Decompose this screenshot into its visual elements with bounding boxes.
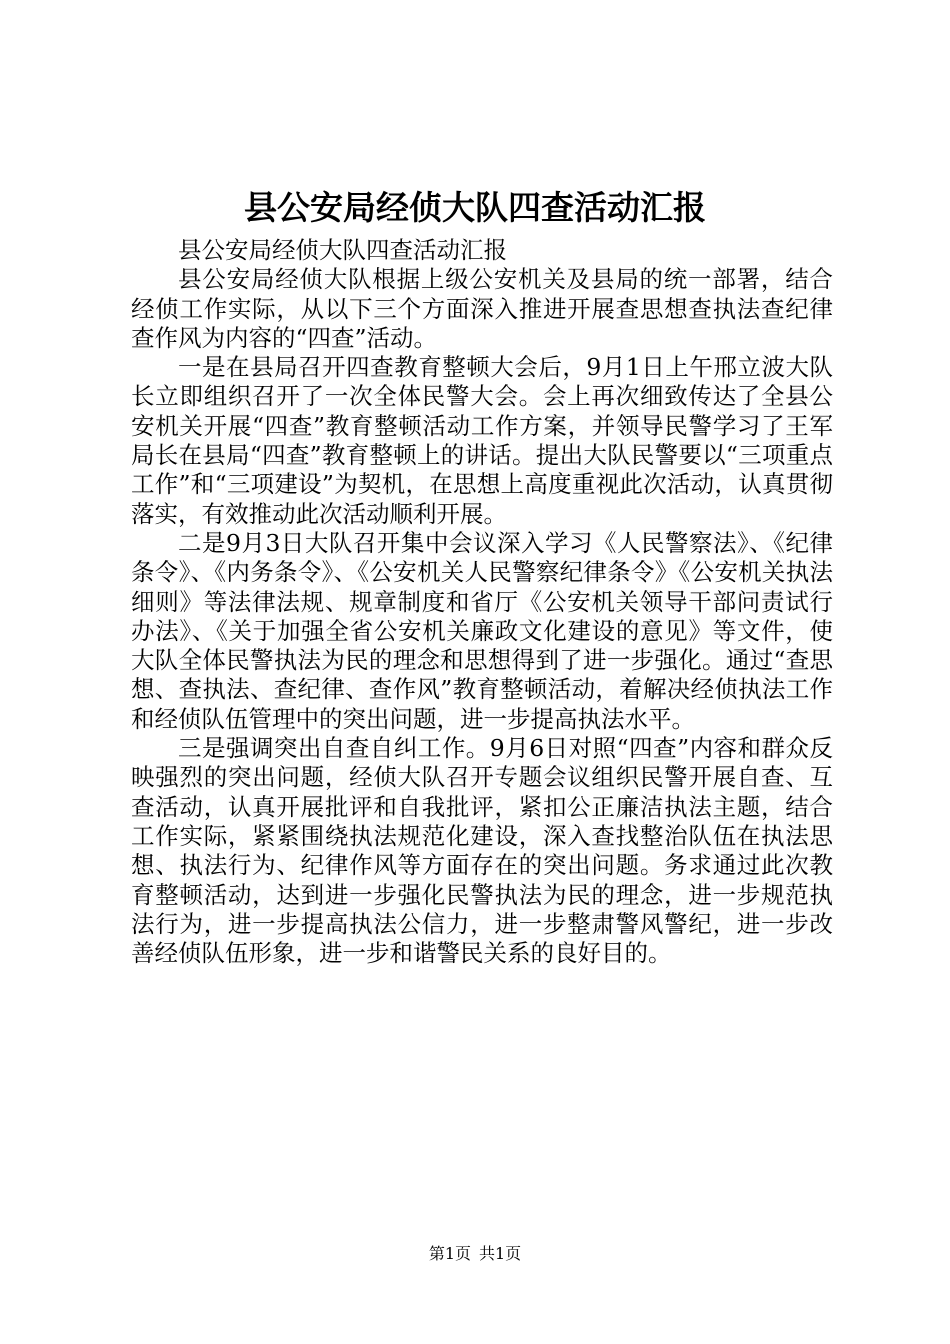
page-total: 共1页: [479, 1244, 522, 1263]
paragraph-first-point: 一是在县局召开四查教育整顿大会后，9月1日上午邢立波大队长立即组织召开了一次全体民警大会。会上再次细致传达了全县公安机关开展“四查”教育整顿活动工作方案，并领导民警学习了王军局长在县局“四查”教育整顿上的讲话。提出大队民警要以“三项重点工作”和“三项建设”为契机，在思想上高度重视此次活动，认真贯彻落实，有效推动此次活动顺利开展。: [131, 353, 833, 528]
document-title: 县公安局经侦大队四查活动汇报: [244, 188, 706, 227]
document-body: [131, 236, 833, 968]
paragraph-subtitle: 县公安局经侦大队四查活动汇报: [178, 236, 507, 264]
page-footer: [0, 1243, 950, 1265]
page-number: 第1页: [428, 1244, 471, 1263]
paragraph-third-point: 三是强调突出自查自纠工作。9月6日对照“四查”内容和群众反映强烈的突出问题，经侦大队召开专题会议组织民警开展自查、互查活动，认真开展批评和自我批评，紧扣公正廉洁执法主题，结合工作实际，紧紧围绕执法规范化建设，深入查找整治队伍在执法思想、执法行为、纪律作风等方面存在的突出问题。务求通过此次教育整顿活动，达到进一步强化民警执法为民的理念，进一步规范执法行为，进一步提高执法公信力，进一步整肃警风警纪，进一步改善经侦队伍形象，进一步和谐警民关系的良好目的。: [131, 734, 833, 968]
paragraph-second-point: 二是9月3日大队召开集中会议深入学习《人民警察法》、《纪律条令》、《内务条令》、《公安机关人民警察纪律条令》《公安机关执法细则》等法律法规、规章制度和省厅《公安机关领导干部问责试行办法》、《关于加强全省公安机关廉政文化建设的意见》等文件，使大队全体民警执法为民的理念和思想得到了进一步强化。通过“查思想、查执法、查纪律、查作风”教育整顿活动，着解决经侦执法工作和经侦队伍管理中的突出问题，进一步提高执法水平。: [131, 528, 833, 733]
paragraph-intro: 县公安局经侦大队根据上级公安机关及县局的统一部署，结合经侦工作实际，从以下三个方面深入推进开展查思想查执法查纪律查作风为内容的“四查”活动。: [131, 265, 833, 352]
